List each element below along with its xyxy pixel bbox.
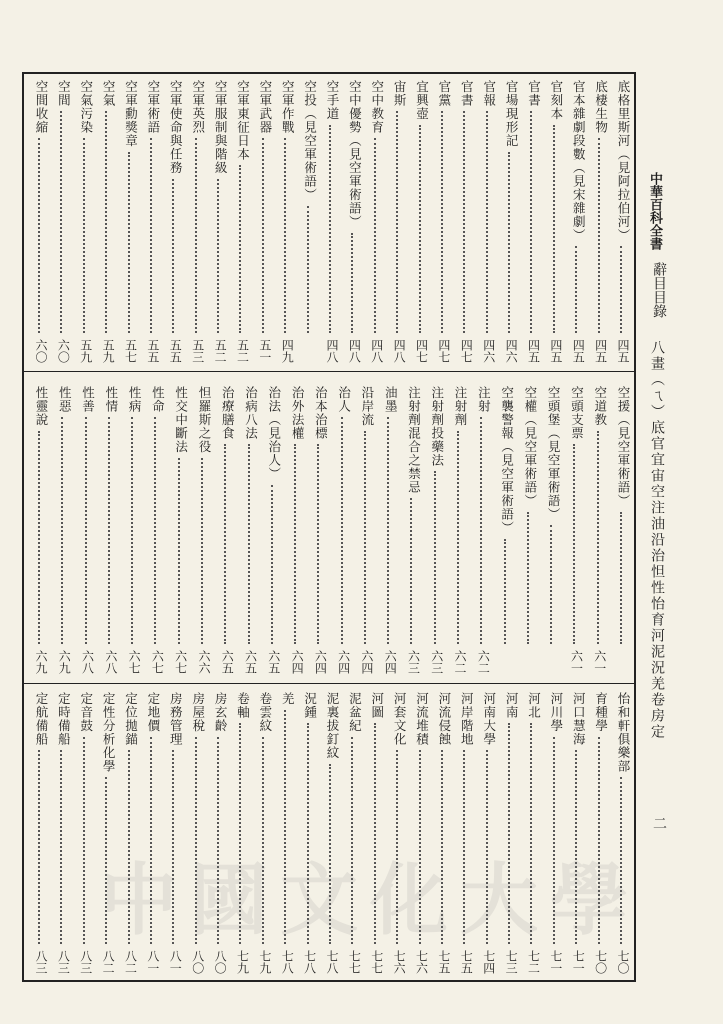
leader-dots (83, 138, 85, 333)
entry-page: 六〇 (56, 339, 71, 363)
entry-term: 宜興壺 (414, 80, 430, 121)
entry-term: 定音鼓 (78, 692, 94, 733)
leader-dots (83, 737, 85, 945)
entry-page: 五一 (257, 339, 272, 363)
entry-term: 空軍東征日本 (235, 80, 251, 161)
entry-term: 空氣污染 (78, 80, 94, 134)
entry-page: 六三 (429, 650, 444, 674)
index-entry (51, 386, 73, 678)
leader-dots (620, 512, 622, 645)
index-entry (95, 80, 117, 367)
index-entry (214, 386, 236, 678)
leader-dots (178, 458, 180, 645)
entry-term: 空中優勢（見空軍術語） (347, 80, 363, 229)
index-entry (470, 386, 492, 678)
entry-term: 性善 (80, 386, 96, 413)
index-entry (540, 386, 562, 678)
entry-term: 官書 (459, 80, 475, 107)
entry-term: 空頭支票 (569, 386, 585, 440)
entry-page: 七一 (571, 950, 586, 974)
entry-page: 七〇 (593, 950, 608, 974)
leader-dots (396, 111, 398, 333)
index-entry (364, 80, 386, 367)
entry-page: 七四 (481, 950, 496, 974)
entry-term: 空權（見空軍術語） (522, 386, 538, 508)
entry-term: 定地價 (145, 692, 161, 733)
entry-page: 六四 (383, 650, 398, 674)
entry-page: 四五 (548, 339, 563, 363)
index-entry (476, 80, 498, 367)
leader-dots (364, 431, 366, 645)
index-entry (168, 386, 190, 678)
entry-term: 治法（見治人） (266, 386, 282, 481)
entry-page: 七八 (302, 950, 317, 974)
index-entry (424, 386, 446, 678)
index-entry (517, 386, 539, 678)
entry-term: 卷雲紋 (257, 692, 273, 733)
leader-dots (239, 165, 241, 333)
entry-term: 房屋稅 (190, 692, 206, 733)
entry-term: 注射劑 (453, 386, 469, 427)
leader-dots (419, 125, 421, 334)
leader-dots (201, 458, 203, 645)
entry-term: 空襲警報（見空軍術語） (499, 386, 515, 535)
entry-page: 六五 (243, 650, 258, 674)
entry-term: 空軍武器 (257, 80, 273, 134)
leader-dots (108, 417, 110, 644)
entry-page: 四六 (504, 339, 519, 363)
section-divider (24, 371, 634, 372)
entry-page: 六一 (569, 650, 584, 674)
index-entry (431, 80, 453, 367)
leader-dots (341, 417, 343, 644)
entry-term: 空頭堡（見空軍術語） (546, 386, 562, 521)
index-entry (252, 80, 274, 367)
entry-term: 空軍勳獎章 (123, 80, 139, 148)
entry-page: 七八 (325, 950, 339, 974)
entry-term: 空軍使命與任務 (168, 80, 184, 175)
index-entry (229, 80, 251, 367)
entry-term: 房玄齡 (213, 692, 229, 733)
leader-dots (463, 111, 465, 333)
entry-term: 定時備船 (56, 692, 72, 746)
index-entry (140, 80, 162, 367)
entry-page: 八三 (56, 950, 71, 974)
leader-dots (307, 206, 309, 334)
leader-dots (457, 431, 459, 645)
section-divider (24, 683, 634, 684)
entry-page: 四八 (369, 339, 384, 363)
entry-page: 六二 (476, 650, 491, 674)
entry-term: 宙斯 (392, 80, 408, 107)
leader-dots (38, 138, 40, 333)
entry-term: 治本治標 (313, 386, 329, 440)
entry-term: 注射 (476, 386, 492, 413)
entry-term: 房務管理 (168, 692, 184, 746)
leader-dots (131, 417, 133, 644)
entry-page: 五五 (168, 339, 183, 363)
leader-dots (105, 111, 107, 333)
entry-page: 八二 (101, 950, 116, 974)
entry-page: 七一 (548, 950, 563, 974)
publication-title: 中華百科全書 (647, 172, 662, 250)
leader-dots (154, 417, 156, 644)
leader-dots (434, 471, 436, 644)
entry-page: 四五 (616, 339, 630, 363)
entry-term: 定航備船 (34, 692, 49, 746)
entry-term: 底格里斯河（見阿拉伯河） (616, 80, 631, 242)
leader-dots (217, 179, 219, 334)
index-entry (284, 386, 306, 678)
index-entry (319, 80, 341, 367)
entry-term: 性惡 (57, 386, 73, 413)
index-entry (565, 80, 587, 367)
leader-dots (262, 138, 264, 333)
entry-page: 七六 (392, 950, 407, 974)
entry-term: 注射劑投藥法 (429, 386, 445, 467)
leader-dots (329, 125, 331, 334)
entry-page: 六三 (406, 650, 421, 674)
index-entry (238, 386, 260, 678)
leader-dots (504, 539, 506, 645)
entry-term: 空軍英烈 (190, 80, 206, 134)
entry-term: 注射劑混合之禁忌 (406, 386, 422, 494)
leader-dots (530, 111, 532, 333)
entry-term: 河套文化 (392, 692, 408, 746)
index-entry (447, 386, 469, 678)
entry-page: 七九 (257, 950, 272, 974)
index-entry (610, 386, 632, 678)
index-entry (494, 386, 516, 678)
leader-dots (553, 125, 555, 334)
leader-dots (195, 138, 197, 333)
leader-dots (271, 485, 273, 645)
entry-term: 河岸階地 (459, 692, 475, 746)
entry-page: 五三 (190, 339, 205, 363)
entry-page: 八一 (168, 950, 183, 974)
leader-dots (573, 444, 575, 644)
entry-page: 六七 (173, 650, 188, 674)
leader-dots (150, 138, 152, 333)
leader-dots (575, 246, 577, 333)
entry-term: 河流堆積 (414, 692, 430, 746)
entry-term: 卷軸 (235, 692, 251, 719)
index-entry (50, 80, 72, 367)
entry-term: 怡和軒俱樂部 (616, 692, 631, 773)
leader-dots (508, 152, 510, 334)
index-entry (121, 386, 143, 678)
leader-dots (550, 525, 552, 644)
entry-page: 四五 (593, 339, 608, 363)
entry-page: 五二 (235, 339, 250, 363)
entry-term: 空軍術語 (145, 80, 161, 134)
index-entry (118, 80, 140, 367)
entry-page: 六四 (313, 650, 328, 674)
entry-term: 羌 (280, 692, 296, 706)
entry-term: 空投（見空軍術語） (302, 80, 318, 202)
index-entry (28, 692, 50, 978)
leader-dots (441, 111, 443, 333)
index-entry (588, 80, 610, 367)
entry-term: 河圖 (369, 692, 385, 719)
entry-term: 空手道 (325, 80, 340, 121)
entry-page: 四七 (459, 339, 474, 363)
entry-page: 八三 (78, 950, 93, 974)
index-entry (73, 80, 95, 367)
entry-term: 空氣 (101, 80, 117, 107)
entry-page: 四九 (280, 339, 295, 363)
leader-dots (85, 417, 87, 644)
entry-page: 六四 (336, 650, 351, 674)
index-entry (377, 386, 399, 678)
entry-page: 八〇 (190, 950, 205, 974)
index-entry (75, 386, 97, 678)
entry-term: 性情 (103, 386, 119, 413)
index-entry (274, 80, 296, 367)
entry-term: 沿岸流 (359, 386, 375, 427)
entry-term: 性病 (127, 386, 143, 413)
entry-page: 五二 (213, 339, 228, 363)
entry-page: 四五 (571, 339, 586, 363)
leader-dots (480, 417, 482, 644)
entry-page: 六〇 (34, 339, 48, 363)
index-entry (50, 692, 72, 978)
index-entry (73, 692, 95, 978)
leader-dots (527, 512, 529, 645)
entry-page: 五九 (78, 339, 93, 363)
entry-page: 四七 (414, 339, 429, 363)
index-entry (207, 80, 229, 367)
entry-term: 河南大學 (481, 692, 497, 746)
index-entry (28, 80, 50, 367)
entry-page: 七五 (459, 950, 474, 974)
entry-term: 官本雜劇段數（見宋雜劇） (571, 80, 587, 242)
entry-term: 怛羅斯之役 (196, 386, 212, 454)
entry-term: 空間收縮 (34, 80, 49, 134)
entry-page: 四五 (526, 339, 541, 363)
entry-term: 定性分析化學 (101, 692, 117, 773)
entry-term: 治病八法 (243, 386, 259, 440)
entry-page: 八一 (145, 950, 160, 974)
leader-dots (248, 444, 250, 644)
leader-dots (38, 431, 40, 645)
index-entry (409, 80, 431, 367)
leader-dots (128, 152, 130, 334)
entry-term: 官報 (481, 80, 497, 107)
entry-term: 河口慧海 (571, 692, 587, 746)
leader-dots (387, 417, 389, 644)
leader-dots (38, 750, 40, 944)
section-title: 辭目目錄 (651, 262, 667, 318)
index-entry (587, 386, 609, 678)
entry-term: 河北 (526, 692, 542, 719)
index-entry (331, 386, 353, 678)
entry-page: 六九 (34, 650, 48, 674)
entry-page: 四六 (481, 339, 496, 363)
index-entry (297, 80, 319, 367)
entry-term: 底棲生物 (593, 80, 609, 134)
entry-page: 四八 (392, 339, 407, 363)
entry-term: 官場現形記 (504, 80, 520, 148)
leader-dots (61, 417, 63, 644)
index-entry (400, 386, 422, 678)
entry-page: 七六 (414, 950, 429, 974)
leader-dots (598, 138, 600, 333)
leader-dots (620, 246, 622, 333)
entry-term: 空中教育 (369, 80, 385, 134)
entry-term: 性交中斷法 (173, 386, 189, 454)
entry-page: 六四 (359, 650, 374, 674)
entry-term: 泥裏拔釘紋 (325, 692, 340, 760)
entry-page: 六五 (220, 650, 235, 674)
entry-page: 七七 (369, 950, 384, 974)
index-entry (28, 386, 50, 678)
stroke-heading: 八畫（ㄟ）底官宜宙空注油沿治怛性怡育河泥況羌卷房定 (649, 340, 665, 740)
entry-page: 七九 (235, 950, 250, 974)
entry-term: 性命 (150, 386, 166, 413)
leader-dots (60, 111, 62, 333)
entry-page: 四八 (347, 339, 362, 363)
index-entry (341, 80, 363, 367)
entry-term: 治療膳食 (220, 386, 236, 440)
leader-dots (351, 233, 353, 334)
entry-page: 五七 (123, 339, 138, 363)
entry-page: 六六 (196, 650, 211, 674)
entry-page: 七五 (436, 950, 451, 974)
leader-dots (172, 179, 174, 334)
entry-term: 河川學 (548, 692, 564, 733)
index-entry (520, 80, 542, 367)
index-entry (98, 386, 120, 678)
entry-page: 五五 (145, 339, 160, 363)
entry-term: 育種學 (593, 692, 609, 733)
entry-term: 空援（見空軍術語） (616, 386, 631, 508)
entry-page: 七二 (526, 950, 541, 974)
entry-page: 六七 (150, 650, 165, 674)
entry-page: 五九 (101, 339, 116, 363)
entry-term: 定位拋錨 (123, 692, 139, 746)
leader-dots (284, 138, 286, 333)
entry-page: 六九 (57, 650, 72, 674)
entry-page: 六八 (80, 650, 95, 674)
entry-term: 河南 (504, 692, 520, 719)
entry-page: 四八 (325, 339, 339, 363)
watermark: 中國文化大學 (100, 855, 641, 946)
index-entry (563, 386, 585, 678)
index-entry (498, 80, 520, 367)
index-entry (453, 80, 475, 367)
leader-dots (294, 444, 296, 644)
index-entry (144, 386, 166, 678)
index-entry (185, 80, 207, 367)
index-entry (191, 386, 213, 678)
entry-page: 七〇 (616, 950, 630, 974)
page-number: 二 (651, 816, 667, 830)
entry-term: 官黨 (436, 80, 452, 107)
entry-term: 空軍作戰 (280, 80, 296, 134)
leader-dots (60, 750, 62, 944)
entry-page: 八〇 (213, 950, 228, 974)
leader-dots (486, 111, 488, 333)
entry-page: 七七 (347, 950, 362, 974)
entry-term: 空間 (56, 80, 72, 107)
entry-term: 治人 (336, 386, 352, 413)
entry-term: 治外法權 (290, 386, 306, 440)
entry-page: 六二 (453, 650, 468, 674)
entry-page: 八三 (34, 950, 48, 974)
entry-page: 七八 (280, 950, 295, 974)
entry-page: 四七 (436, 339, 451, 363)
entry-term: 泥盆紀 (347, 692, 363, 733)
entry-term: 性靈說 (34, 386, 49, 427)
leader-dots (317, 444, 319, 644)
leader-dots (224, 444, 226, 644)
entry-page: 六五 (266, 650, 281, 674)
index-entry (307, 386, 329, 678)
entry-page: 六七 (127, 650, 142, 674)
entry-term: 況鍾 (302, 692, 318, 719)
index-entry (543, 80, 565, 367)
index-entry (386, 80, 408, 367)
entry-page: 八二 (123, 950, 138, 974)
leader-dots (597, 431, 599, 645)
leader-dots (410, 498, 412, 644)
index-entry (261, 386, 283, 678)
entry-page: 六四 (290, 650, 305, 674)
entry-term: 空軍服制與階級 (213, 80, 229, 175)
index-entry (162, 80, 184, 367)
entry-term: 官書 (526, 80, 542, 107)
entry-page: 七三 (504, 950, 519, 974)
index-entry (354, 386, 376, 678)
entry-term: 官刻本 (548, 80, 564, 121)
entry-page: 六一 (592, 650, 607, 674)
entry-term: 油墨 (383, 386, 399, 413)
index-entry (610, 80, 632, 367)
leader-dots (374, 138, 376, 333)
entry-page: 六八 (103, 650, 118, 674)
entry-term: 空道教 (592, 386, 608, 427)
entry-term: 河流侵蝕 (436, 692, 452, 746)
